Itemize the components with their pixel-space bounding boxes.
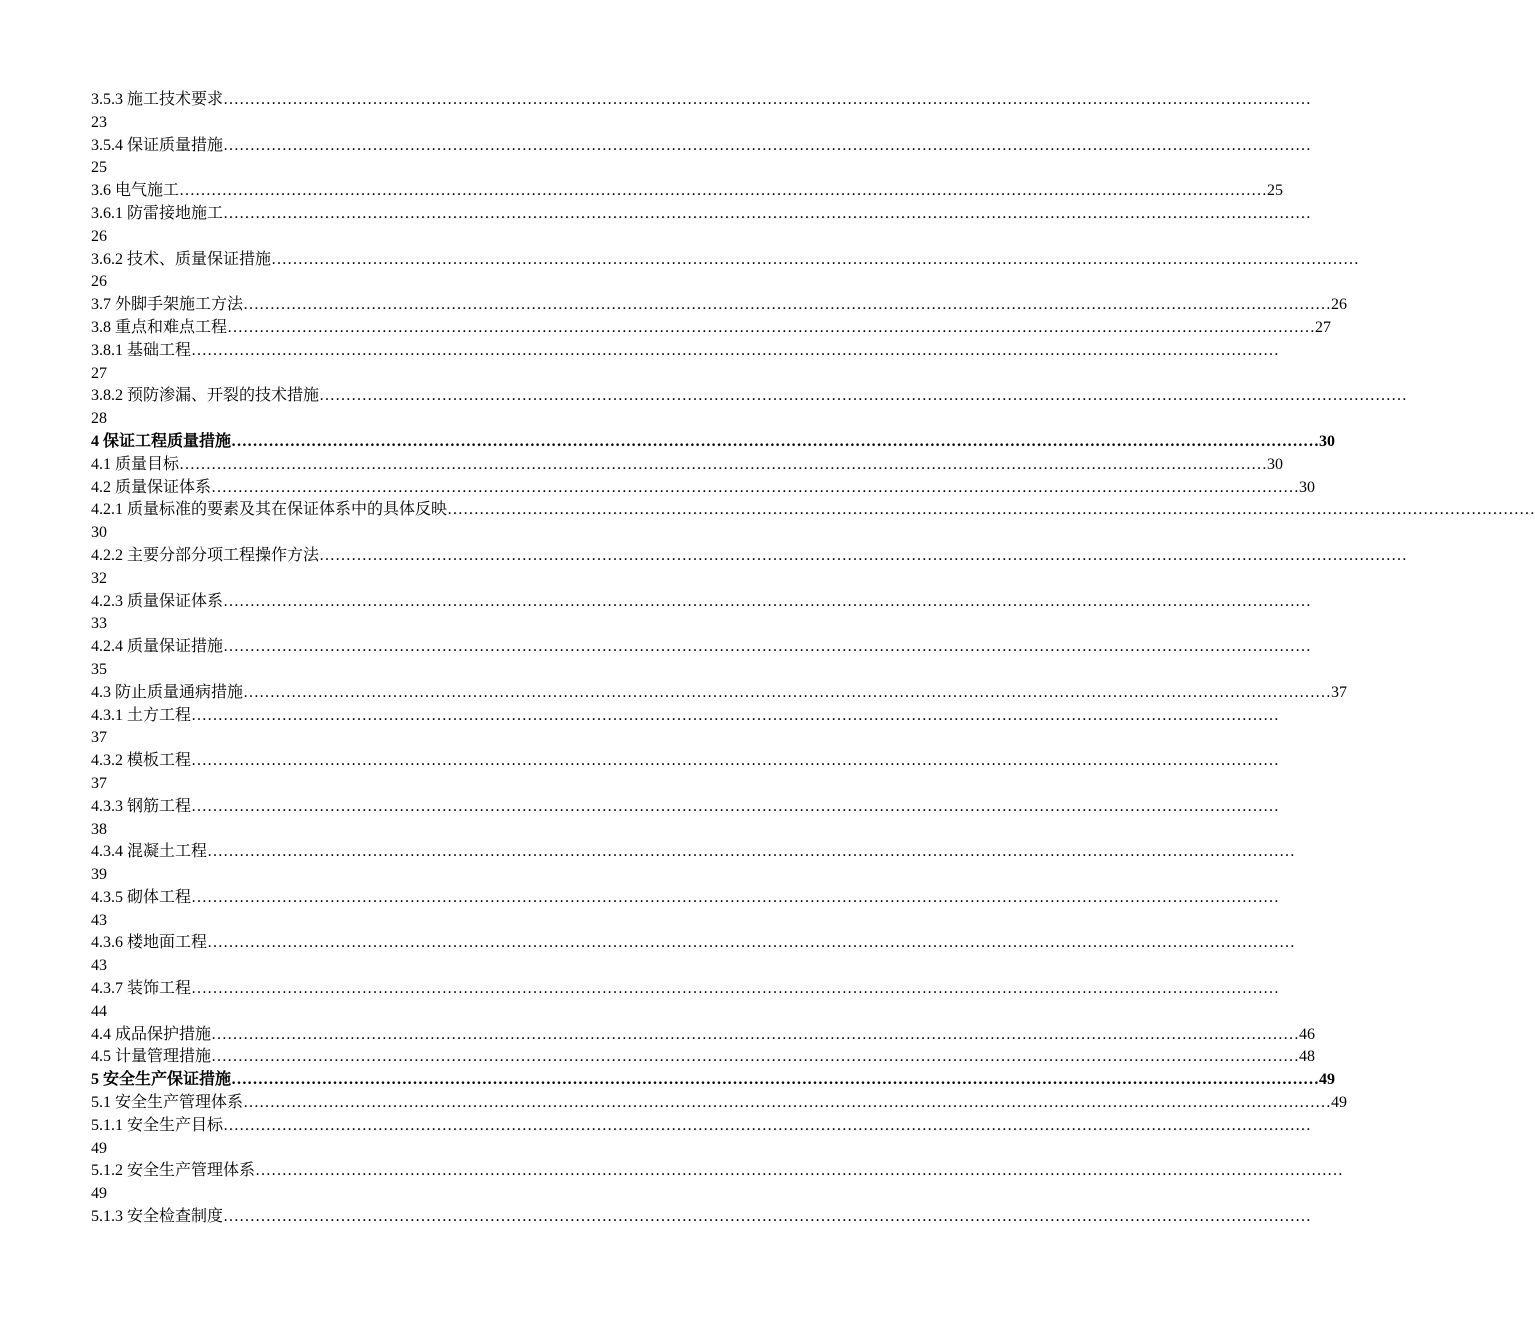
toc-entry[interactable] bbox=[91, 317, 1332, 340]
toc-entry[interactable] bbox=[91, 454, 1284, 477]
toc-entry-page: 39 bbox=[91, 866, 107, 884]
toc-entry-page: 43 bbox=[91, 957, 107, 975]
toc-leader-dots: …………………………………………………………………………………………………………………………………………………………………………………… bbox=[319, 546, 1408, 564]
toc-leader-dots: …………………………………………………………………………………………………………………………………………………………………………………… bbox=[211, 478, 1300, 496]
toc-entry-page: 26 bbox=[1331, 296, 1348, 314]
table-of-contents bbox=[91, 89, 1535, 1229]
toc-entry-title: 4.5 计量管理措施 bbox=[91, 1048, 212, 1066]
toc-entry-page: 25 bbox=[91, 159, 107, 177]
toc-entry-title: 4.3.5 砌体工程 bbox=[91, 888, 192, 906]
toc-entry-title: 4.3.7 装饰工程 bbox=[91, 980, 192, 998]
toc-entry[interactable] bbox=[91, 636, 1312, 659]
toc-entry-title: 5.1.1 安全生产目标 bbox=[91, 1116, 224, 1134]
toc-leader-dots: …………………………………………………………………………………………………………………………………………………………………………………… bbox=[211, 1025, 1300, 1043]
toc-entry-title: 4.2.2 主要分部分项工程操作方法 bbox=[91, 546, 320, 564]
toc-entry[interactable] bbox=[91, 431, 1336, 454]
toc-leader-dots: …………………………………………………………………………………………………………………………………………………………………………………… bbox=[243, 683, 1332, 701]
toc-entry-title: 3.6.2 技术、质量保证措施 bbox=[91, 250, 272, 268]
toc-leader-dots: …………………………………………………………………………………………………………………………………………………………………………………… bbox=[227, 318, 1316, 336]
toc-entry-page: 48 bbox=[1299, 1048, 1316, 1066]
toc-entry-title: 5.1.3 安全检查制度 bbox=[91, 1208, 224, 1226]
toc-leader-dots: …………………………………………………………………………………………………………………………………………………………………………………… bbox=[223, 1116, 1312, 1134]
toc-leader-dots: …………………………………………………………………………………………………………………………………………………………………………………… bbox=[179, 455, 1268, 473]
toc-entry[interactable] bbox=[91, 203, 1312, 226]
toc-leader-dots: …………………………………………………………………………………………………………………………………………………………………………………… bbox=[223, 136, 1312, 154]
toc-leader-dots: …………………………………………………………………………………………………………………………………………………………………………………… bbox=[223, 638, 1312, 656]
toc-leader-dots: …………………………………………………………………………………………………………………………………………………………………………………… bbox=[255, 1162, 1344, 1180]
toc-entry[interactable] bbox=[91, 180, 1284, 203]
toc-entry-title: 5.1 安全生产管理体系 bbox=[91, 1094, 244, 1112]
toc-leader-dots: …………………………………………………………………………………………………………………………………………………………………………………… bbox=[211, 1048, 1300, 1066]
toc-entry[interactable] bbox=[91, 682, 1348, 705]
toc-entry-title: 4 保证工程质量措施 bbox=[91, 432, 232, 450]
toc-entry[interactable] bbox=[91, 340, 1280, 363]
toc-leader-dots: …………………………………………………………………………………………………………………………………………………………………………………… bbox=[223, 1208, 1312, 1226]
toc-entry[interactable] bbox=[91, 135, 1312, 158]
toc-entry[interactable] bbox=[91, 978, 1280, 1001]
toc-leader-dots: …………………………………………………………………………………………………………………………………………………………………………………… bbox=[207, 843, 1296, 861]
toc-entry[interactable] bbox=[91, 1024, 1316, 1047]
toc-entry-title: 3.7 外脚手架施工方法 bbox=[91, 296, 244, 314]
toc-entry-title: 4.2.4 质量保证措施 bbox=[91, 638, 224, 656]
toc-entry-title: 4.3 防止质量通病措施 bbox=[91, 683, 244, 701]
toc-entry-title: 3.6.1 防雷接地施工 bbox=[91, 204, 224, 222]
toc-leader-dots: …………………………………………………………………………………………………………………………………………………………………………………… bbox=[191, 706, 1280, 724]
toc-entry-page: 25 bbox=[1267, 182, 1284, 200]
toc-entry-page: 30 bbox=[1299, 478, 1316, 496]
toc-entry-page: 30 bbox=[1267, 455, 1284, 473]
toc-entry-page: 23 bbox=[91, 113, 107, 131]
toc-entry[interactable] bbox=[91, 841, 1296, 864]
toc-entry-page: 30 bbox=[91, 524, 107, 542]
toc-entry[interactable] bbox=[91, 932, 1296, 955]
toc-leader-dots: …………………………………………………………………………………………………………………………………………………………………………………… bbox=[191, 797, 1280, 815]
toc-entry[interactable] bbox=[91, 1069, 1336, 1092]
toc-entry-title: 3.8.1 基础工程 bbox=[91, 341, 192, 359]
toc-leader-dots: …………………………………………………………………………………………………………………………………………………………………………………… bbox=[319, 387, 1408, 405]
toc-entry-page: 44 bbox=[91, 1002, 107, 1020]
toc-leader-dots: …………………………………………………………………………………………………………………………………………………………………………………… bbox=[223, 592, 1312, 610]
toc-entry-title: 4.1 质量目标 bbox=[91, 455, 180, 473]
toc-entry-title: 5 安全生产保证措施 bbox=[91, 1071, 232, 1089]
toc-entry-page: 49 bbox=[91, 1185, 107, 1203]
toc-entry[interactable] bbox=[91, 796, 1280, 819]
toc-entry-title: 5.1.2 安全生产管理体系 bbox=[91, 1162, 256, 1180]
toc-entry-page: 30 bbox=[1319, 432, 1336, 450]
toc-entry-title: 4.3.2 模板工程 bbox=[91, 752, 192, 770]
toc-entry-page: 26 bbox=[91, 227, 107, 245]
toc-leader-dots: …………………………………………………………………………………………………………………………………………………………………………………… bbox=[243, 1094, 1332, 1112]
toc-entry-page: 49 bbox=[1331, 1094, 1348, 1112]
toc-entry-page: 33 bbox=[91, 615, 107, 633]
toc-entry-page: 37 bbox=[1331, 683, 1348, 701]
toc-entry-title: 4.3.1 土方工程 bbox=[91, 706, 192, 724]
toc-leader-dots: …………………………………………………………………………………………………………………………………………………………………………………… bbox=[447, 501, 1535, 519]
toc-entry[interactable] bbox=[91, 545, 1408, 568]
toc-entry-page: 26 bbox=[91, 273, 107, 291]
toc-entry-page: 43 bbox=[91, 911, 107, 929]
toc-entry[interactable] bbox=[91, 1115, 1312, 1138]
toc-entry[interactable] bbox=[91, 887, 1280, 910]
toc-leader-dots: …………………………………………………………………………………………………………………………………………………………………………………… bbox=[179, 182, 1268, 200]
toc-entry[interactable] bbox=[91, 750, 1280, 773]
toc-entry[interactable] bbox=[91, 294, 1348, 317]
toc-entry[interactable] bbox=[91, 477, 1316, 500]
toc-entry-page: 49 bbox=[91, 1139, 107, 1157]
toc-leader-dots: …………………………………………………………………………………………………………………………………………………………………………………… bbox=[243, 296, 1332, 314]
toc-entry[interactable] bbox=[91, 89, 1312, 112]
toc-leader-dots: …………………………………………………………………………………………………………………………………………………………………………………… bbox=[231, 432, 1320, 450]
toc-entry-title: 4.2 质量保证体系 bbox=[91, 478, 212, 496]
toc-leader-dots: …………………………………………………………………………………………………………………………………………………………………………………… bbox=[191, 888, 1280, 906]
toc-entry-page: 35 bbox=[91, 660, 107, 678]
toc-leader-dots: …………………………………………………………………………………………………………………………………………………………………………………… bbox=[231, 1071, 1320, 1089]
toc-entry[interactable] bbox=[91, 1160, 1344, 1183]
toc-entry-title: 4.3.6 楼地面工程 bbox=[91, 934, 208, 952]
toc-entry-page: 49 bbox=[1319, 1071, 1336, 1089]
toc-leader-dots: …………………………………………………………………………………………………………………………………………………………………………………… bbox=[271, 250, 1360, 268]
toc-entry-title: 3.8.2 预防渗漏、开裂的技术措施 bbox=[91, 387, 320, 405]
toc-entry-page: 37 bbox=[91, 774, 107, 792]
toc-entry[interactable] bbox=[91, 249, 1360, 272]
toc-leader-dots: …………………………………………………………………………………………………………………………………………………………………………………… bbox=[191, 980, 1280, 998]
toc-entry-title: 4.3.3 钢筋工程 bbox=[91, 797, 192, 815]
toc-leader-dots: …………………………………………………………………………………………………………………………………………………………………………………… bbox=[191, 341, 1280, 359]
toc-entry-title: 3.5.4 保证质量措施 bbox=[91, 136, 224, 154]
toc-leader-dots: …………………………………………………………………………………………………………………………………………………………………………………… bbox=[223, 91, 1312, 108]
toc-entry[interactable] bbox=[91, 1092, 1348, 1115]
toc-entry[interactable] bbox=[91, 1206, 1312, 1229]
toc-entry-title: 3.5.3 施工技术要求 bbox=[91, 91, 224, 108]
toc-entry-page: 37 bbox=[91, 729, 107, 747]
toc-entry-title: 3.6 电气施工 bbox=[91, 182, 180, 200]
toc-entry-page: 32 bbox=[91, 569, 107, 587]
toc-entry[interactable] bbox=[91, 705, 1280, 728]
toc-entry-title: 4.4 成品保护措施 bbox=[91, 1025, 212, 1043]
toc-entry[interactable] bbox=[91, 385, 1408, 408]
toc-leader-dots: …………………………………………………………………………………………………………………………………………………………………………………… bbox=[207, 934, 1296, 952]
toc-entry[interactable] bbox=[91, 591, 1312, 614]
toc-entry-page: 28 bbox=[91, 410, 107, 428]
toc-entry-title: 4.2.3 质量保证体系 bbox=[91, 592, 224, 610]
toc-entry-page: 38 bbox=[91, 820, 107, 838]
toc-entry-page: 27 bbox=[91, 364, 107, 382]
toc-entry-page: 46 bbox=[1299, 1025, 1316, 1043]
toc-leader-dots: …………………………………………………………………………………………………………………………………………………………………………………… bbox=[191, 752, 1280, 770]
toc-leader-dots: …………………………………………………………………………………………………………………………………………………………………………………… bbox=[223, 204, 1312, 222]
toc-entry[interactable] bbox=[91, 1046, 1316, 1069]
toc-entry[interactable] bbox=[91, 499, 1535, 522]
toc-entry-page: 27 bbox=[1315, 318, 1332, 336]
toc-entry-title: 4.3.4 混凝土工程 bbox=[91, 843, 208, 861]
toc-entry-title: 3.8 重点和难点工程 bbox=[91, 318, 228, 336]
toc-entry-title: 4.2.1 质量标准的要素及其在保证体系中的具体反映 bbox=[91, 501, 448, 519]
